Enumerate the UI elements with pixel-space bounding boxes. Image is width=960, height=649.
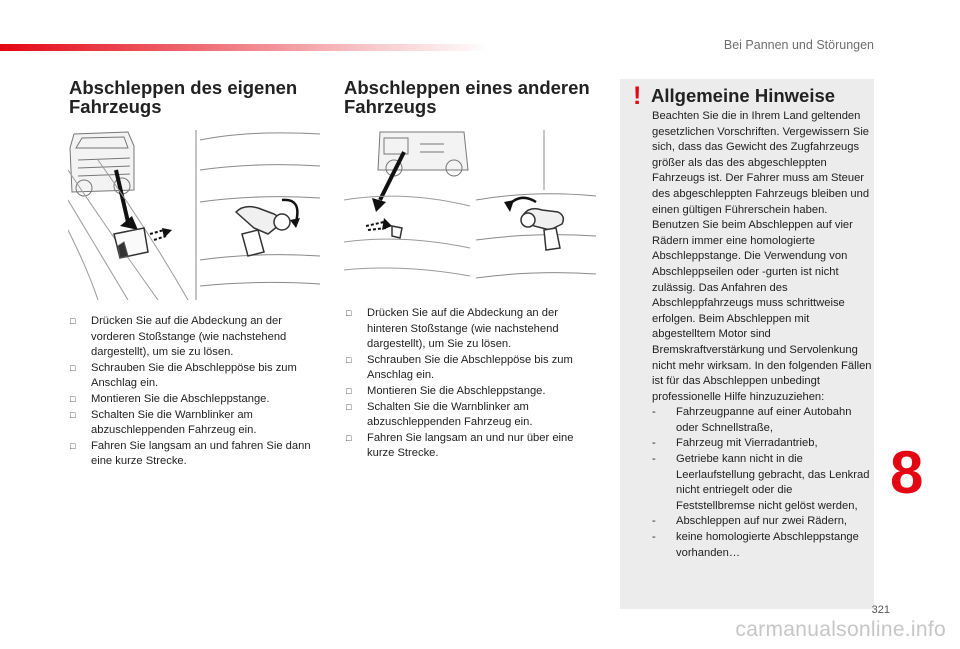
list-item: - Fahrzeug mit Vierradantrieb, (652, 437, 818, 450)
list-item-text: Fahrzeug mit Vierradantrieb, (676, 437, 818, 450)
list-item (70, 314, 322, 361)
checkbox-bullet-icon: □ (70, 440, 76, 451)
list-item: - keine homologierte Abschleppstange vorhanden… (652, 531, 859, 559)
checkbox-bullet-icon: □ (70, 316, 76, 326)
general-notes-body (652, 109, 874, 561)
section-title-line: Abschleppen eines anderen (344, 77, 590, 98)
general-notes-title: Allgemeine Hinweise (651, 85, 836, 106)
page-number: 321 (871, 604, 890, 616)
step-text: Fahren Sie langsam an und nur über eine kurze Strecke. (367, 431, 574, 460)
list-item (346, 306, 598, 353)
checkbox-bullet-icon: □ (70, 362, 76, 373)
professional-help-list (652, 405, 874, 561)
section-title-own-vehicle (69, 78, 297, 116)
list-item (70, 439, 322, 470)
list-item (346, 353, 598, 384)
step-text: Schalten Sie die Warnblinker am abzuschleppenden Fahrzeug ein. (91, 408, 257, 437)
list-item: - Getriebe kann nicht in die Leerlaufstellung gebracht, das Lenkrad nicht entriegelt oder die Feststellbremse nicht gelöst werden, (652, 453, 870, 512)
section-title-line: Fahrzeugs (344, 96, 437, 117)
step-list-other-vehicle (346, 306, 598, 462)
list-item-text: Getriebe kann nicht in die Leerlaufstellung gebracht, das Lenkrad nicht entriegelt oder die Feststellbremse nicht gelöst werden, (676, 453, 870, 512)
step-text: Schrauben Sie die Abschleppöse bis zum Anschlag ein. (91, 361, 297, 390)
list-item-text: Fahrzeugpanne auf einer Autobahn oder Schnellstraße, (676, 406, 852, 434)
checkbox-bullet-icon: □ (70, 393, 76, 404)
rear-bumper-towing-eye-icon (344, 130, 598, 300)
checkbox-bullet-icon: □ (346, 432, 352, 443)
step-text: Schrauben Sie die Abschleppöse bis zum Anschlag ein. (367, 353, 573, 382)
van-front-inset (70, 132, 134, 196)
step-text: Montieren Sie die Abschleppstange. (367, 384, 546, 397)
step-text: Montieren Sie die Abschleppstange. (91, 392, 270, 405)
list-item (70, 361, 322, 392)
step-text: Schalten Sie die Warnblinker am abzuschleppenden Fahrzeug ein. (367, 400, 533, 429)
list-item (346, 431, 598, 462)
list-item-text: Abschleppen auf nur zwei Rädern, (676, 515, 848, 528)
chapter-number: 8 (890, 439, 924, 506)
step-list-own-vehicle (70, 314, 322, 470)
step-text: Drücken Sie auf die Abdeckung an der hinteren Stoßstange (wie nachstehend dargestellt), um Sie zu lösen. (367, 307, 559, 351)
list-item (346, 384, 598, 400)
list-item (70, 408, 322, 439)
list-item (70, 392, 322, 408)
checkbox-bullet-icon: □ (346, 385, 352, 396)
general-notes-box (620, 79, 874, 609)
van-rear-inset (378, 132, 468, 176)
checkbox-bullet-icon: □ (70, 409, 76, 420)
chapter-title: Bei Pannen und Störungen (723, 38, 874, 52)
step-text: Fahren Sie langsam an und fahren Sie dann eine kurze Strecke. (91, 439, 311, 468)
checkbox-bullet-icon: □ (346, 401, 352, 412)
section-title-line: Abschleppen des eigenen (69, 77, 298, 98)
list-item: - Fahrzeugpanne auf einer Autobahn oder Schnellstraße, (652, 406, 852, 434)
checkbox-bullet-icon: □ (346, 308, 352, 318)
exclamation-icon: ! (633, 82, 642, 110)
checkbox-bullet-icon: □ (346, 354, 352, 365)
list-item: - Abschleppen auf nur zwei Rädern, (652, 515, 848, 528)
front-bumper-towing-eye-icon (68, 130, 322, 300)
watermark: carmanualsonline.info (735, 618, 946, 641)
list-item (346, 400, 598, 431)
step-text: Drücken Sie auf die Abdeckung an der vorderen Stoßstange (wie nachstehend dargestellt), um sie zu lösen. (91, 315, 287, 359)
general-notes-paragraph: Beachten Sie die in Ihrem Land geltenden gesetzlichen Vorschriften. Vergewissern Sie sich, dass das Gewicht des Zugfahrzeugs größer als das des abgeschleppten Fahrzeugs ist. Der Fahrer muss am Steuer des abgeschleppten Fahrzeugs bleiben und einen gültigen Führerschein haben. Benutzen Sie beim Abschleppen auf vier Rädern immer eine homologierte Abschleppstange. Die Verwendung von Abschleppseilen oder -gurten ist nicht zulässig. Das Anfahren des Abschleppfahrzeugs muss schrittweise erfolgen. Beim Abschleppen mit abgestelltem Motor sind Bremskraftverstärkung und Servolenkung nicht mehr wirksam. In den folgenden Fällen ist für das Abschleppen unbedingt professionelle Hilfe hinzuzuziehen: (652, 110, 872, 403)
list-item-text: keine homologierte Abschleppstange vorhanden… (676, 531, 859, 559)
header-accent-bar (0, 44, 490, 51)
section-title-line: Fahrzeugs (69, 96, 162, 117)
section-title-other-vehicle (344, 78, 590, 116)
